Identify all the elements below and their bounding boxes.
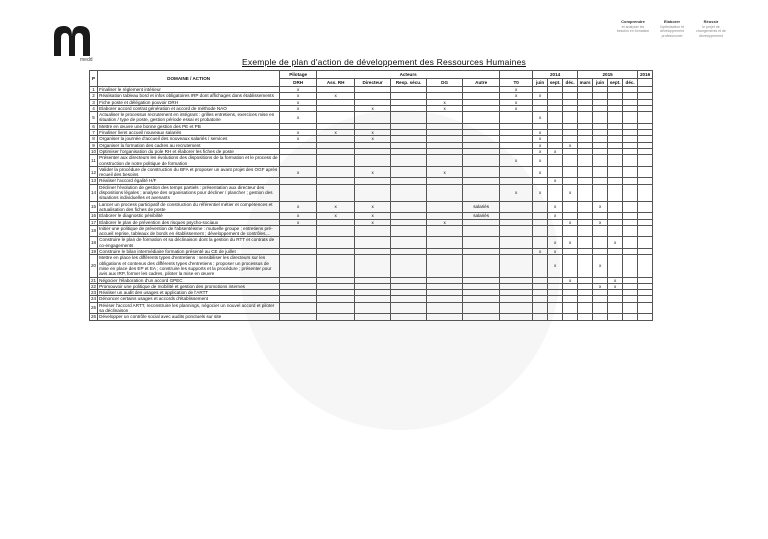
mark-cell [355,184,391,201]
mark-cell [623,255,638,277]
sub-header-cell: sept. [608,79,623,87]
mark-cell [638,201,653,213]
mark-cell [548,166,563,178]
mark-cell [578,166,593,178]
mark-cell [427,314,463,320]
action-plan-table [89,70,653,321]
mark-cell [608,225,623,237]
action-text: Promouvoir une politique de mobilité et gestion des promotions internes [98,283,280,289]
mark-cell: x [500,87,533,93]
row-number: 9 [90,142,98,148]
mark-cell [280,237,317,249]
mark-cell [500,201,533,213]
action-text: Initier une politique de prévention de l'absentéisme : mutuelle groupe ; entretiens pré-accueil reprise, tableaux de bords en établissement ; développement de contrôles,... [98,225,280,237]
mark-cell [500,225,533,237]
mark-cell [391,255,427,277]
mark-cell: x [355,219,391,225]
row-number: 13 [91,178,97,184]
sub-header-cell: mars [578,79,593,87]
mark-cell: x [427,166,463,178]
table-row [90,225,653,237]
mark-cell [578,112,593,124]
action-text: Elaborer le plan de prévention des risques psycho-sociaux [98,219,280,225]
mark-cell [280,184,317,201]
mark-cell: x [563,184,578,201]
row-number: 4 [90,105,98,111]
mark-cell: x [533,148,548,154]
mark-cell [548,184,563,201]
row-number: 14 [90,184,98,201]
mark-cell [500,255,533,277]
mark-cell: x [355,136,391,142]
mark-cell [500,237,533,249]
mark-cell [280,155,317,167]
mark-cell [391,201,427,213]
sub-header-cell: DG [427,79,463,87]
sub-header-cell: déc. [563,79,578,87]
mark-cell [463,112,500,124]
row-number: 26 [91,314,97,320]
mark-cell [548,302,563,314]
mark-cell: x [500,105,533,111]
mark-cell [391,302,427,314]
mark-cell [355,155,391,167]
action-text: Elaborer accord contrat génération et accord de méthode NAO [98,105,280,111]
mark-cell [608,155,623,167]
mark-cell [578,184,593,201]
row-number: 18 [90,225,98,237]
logo-text: medd [80,57,93,63]
action-text: Mettre en place les différents types d'entretiens : sensibiliser les directeurs sur les obligations et contenus des différents types d'entretiens ; proposer un processus de mise en place des EP et EA ; construire les supports et la procédure ; présenter pour avis aux IRP, former les cadres, piloter la mise en œuvre [98,255,280,277]
row-number: 6 [90,123,98,129]
action-text: Construire le bilan intermédiaire formation présenté au CE de juillet [98,249,280,255]
mark-cell [427,201,463,213]
action-text: Décliner l'évolution de gestion des temps partiels : présentation aux directeur des dispositions légales ; analyse des organisations pour décliner / plancher ; gestion des situations individuelles et avenants [98,184,280,201]
mark-cell: salariés [463,213,500,219]
mark-cell: x [533,166,548,178]
mark-cell [463,302,500,314]
action-text: Construire le plan de formation et sa déclinaison dont la gestion du RTT et contrats de co-engagements [98,237,280,249]
mark-cell: x [548,178,563,184]
header-col-title: Comprendre [621,19,645,24]
mark-cell: x [280,136,317,142]
mark-cell [317,302,355,314]
mark-cell: x [427,219,463,225]
mark-cell [317,314,355,320]
mark-cell: x [280,93,317,99]
action-text: Fiche poste et délégation pouvoir DRH [98,99,280,105]
col-header-2016: 2016 [638,71,653,79]
mark-cell [427,155,463,167]
mark-cell [280,225,317,237]
sub-header-cell: juin [533,79,548,87]
mark-cell [578,314,593,320]
action-text: Lancer un process participatif de construction du référentiel métier et compétences et actualisation des fiches de poste [98,201,280,213]
mark-cell [578,225,593,237]
mark-cell [548,314,563,320]
mark-cell [463,184,500,201]
mark-cell: x [548,201,563,213]
row-number: 21 [91,277,97,283]
col-header-2014: 2014 [533,71,578,79]
mark-cell: x [608,283,623,289]
mark-cell [463,225,500,237]
action-text: Optimiser l'organisation du pole RH et élaborer les fiches de poste [98,148,280,154]
mark-cell: x [355,201,391,213]
mark-cell [355,237,391,249]
mark-cell [280,314,317,320]
mark-cell [623,237,638,249]
mark-cell [533,314,548,320]
mark-cell [355,255,391,277]
mark-cell: x [608,277,623,283]
row-number: 7 [90,130,98,136]
mark-cell [391,155,427,167]
header-columns [616,20,728,38]
header-col-title: Elaborer [663,19,681,24]
mark-cell: x [280,201,317,213]
mark-cell [391,237,427,249]
header-col-sub: l'optimisation et développement professionnel [659,24,684,38]
mark-cell [355,302,391,314]
action-text: Développer un contrôle social avec audits ponctuels sur site [98,314,280,320]
mark-cell [608,201,623,213]
mark-cell [578,302,593,314]
mark-cell [638,302,653,314]
row-number: 1 [90,87,98,93]
mark-cell: x [548,148,563,154]
mark-cell [500,166,533,178]
action-text: Finaliser le règlement intérieur [98,87,280,93]
mark-cell: x [280,219,317,225]
col-header-blank [500,71,533,79]
mark-cell: x [533,112,548,124]
mark-cell: x [548,213,563,219]
col-header-domain: DOMAINE / ACTION [98,71,280,87]
mark-cell: x [280,99,317,105]
mark-cell: x [317,93,355,99]
mark-cell: x [317,130,355,136]
mark-cell [578,155,593,167]
row-number: 12 [90,166,98,178]
table-row [90,219,653,225]
mark-cell [317,225,355,237]
mark-cell [578,201,593,213]
mark-cell [638,255,653,277]
mark-cell [563,302,578,314]
action-text: Réviser l'accord ARTT, reconstruire les plannings, négocier un nouvel accord et piloter sa déclinaison [98,302,280,314]
table-row [90,314,653,320]
table-row [90,201,653,213]
mark-cell [500,112,533,124]
header-col-title: Réussir [703,19,719,24]
row-number: 18 [90,237,98,249]
header-col-2 [655,20,689,38]
mark-cell [623,184,638,201]
mark-cell [463,155,500,167]
row-number: 24 [91,296,97,302]
mark-cell [638,155,653,167]
mark-cell [427,184,463,201]
mark-cell [563,166,578,178]
mark-cell [427,255,463,277]
mark-cell [533,201,548,213]
table-row [90,237,653,249]
mark-cell [593,302,608,314]
mark-cell [463,314,500,320]
col-header-pilotage: Pilotage [280,71,317,79]
mark-cell: salariés [463,201,500,213]
mark-cell [608,166,623,178]
sub-header-cell: Autre [463,79,500,87]
mark-cell [563,314,578,320]
mark-cell [593,314,608,320]
mark-cell [638,166,653,178]
mark-cell [563,201,578,213]
mark-cell [280,302,317,314]
row-number: 20 [90,255,98,277]
mark-cell: x [427,99,463,105]
mark-cell [623,201,638,213]
mark-cell [593,155,608,167]
mark-cell [638,225,653,237]
mark-cell: x [355,166,391,178]
mark-cell [578,237,593,249]
mark-cell [623,314,638,320]
row-number: 5 [90,112,98,124]
medd-logo [50,22,94,58]
row-number: 15 [90,201,98,213]
mark-cell [608,314,623,320]
sub-header-cell: Directeur [355,79,391,87]
mark-cell [608,302,623,314]
mark-cell: x [533,155,548,167]
mark-cell [608,112,623,124]
action-text: Valider la procédure de construction du BFA et proposer un avant projet des OGF après recueil des besoins [98,166,280,178]
mark-cell: x [500,155,533,167]
mark-cell: x [533,130,548,136]
mark-cell [533,237,548,249]
header-col-sub: et analyser les besoins en formation [616,24,650,33]
table-row [90,302,653,314]
mark-cell [623,166,638,178]
mark-cell [463,237,500,249]
mark-cell [548,112,563,124]
mark-cell [317,112,355,124]
mark-cell [533,225,548,237]
mark-cell: x [533,249,548,255]
action-text: Réaliser un audit des usages et application de l'ARTT [98,290,280,296]
mark-cell: x [548,237,563,249]
mark-cell [533,302,548,314]
mark-cell [317,184,355,201]
sub-header-cell: sept. [548,79,563,87]
row-number: 11 [90,155,98,167]
row-number: 25 [90,302,98,314]
mark-cell [500,314,533,320]
mark-cell: x [593,255,608,277]
mark-cell [427,302,463,314]
mark-cell [463,166,500,178]
mark-cell: x [533,142,548,148]
sub-header-cell [638,79,653,87]
mark-cell [638,112,653,124]
row-number: 2 [90,93,98,99]
mark-cell [593,112,608,124]
mark-cell [355,112,391,124]
mark-cell [638,184,653,201]
table-row [90,184,653,201]
mark-cell [391,184,427,201]
sub-header-cell: juin [593,79,608,87]
mark-cell [317,166,355,178]
mark-cell [317,155,355,167]
mark-cell [623,155,638,167]
action-text: Négocier l'élaboration d'un accord GPEC [98,277,280,283]
mark-cell: x [608,237,623,249]
mark-cell [638,237,653,249]
mark-cell: x [500,99,533,105]
mark-cell: x [317,213,355,219]
mark-cell [593,225,608,237]
mark-cell: x [533,136,548,142]
action-text: Réaliser l'accord égalité H/F [98,178,280,184]
table-row [90,166,653,178]
action-text: Présenter aux directeurs les évolutions des dispositions de la formation et le process de construction de notre politique de formation [99,155,278,166]
mark-cell: x [563,237,578,249]
mark-cell [563,155,578,167]
row-number: 22 [91,283,97,289]
mark-cell: x [280,87,317,93]
mark-cell: x [317,201,355,213]
mark-cell: x [427,105,463,111]
mark-cell [427,237,463,249]
mark-cell: x [593,283,608,289]
mark-cell: x [548,255,563,277]
table-row [90,255,653,277]
mark-cell: x [280,112,317,124]
action-text: Actualiser le processus recrutement en intégrant : grilles entretiens, exercices mise en situation / type de poste, gestion période essai et probatoire [98,112,280,124]
mark-cell [623,225,638,237]
row-number: 16 [91,213,97,219]
mark-cell: x [280,213,317,219]
mark-cell [391,314,427,320]
sub-header-cell: déc. [623,79,638,87]
mark-cell [280,255,317,277]
mark-cell: x [593,201,608,213]
mark-cell [608,255,623,277]
col-header-2015: 2015 [578,71,638,79]
mark-cell [563,225,578,237]
table-row [90,112,653,124]
table-body [90,87,653,321]
mark-cell [463,255,500,277]
mark-cell [623,112,638,124]
mark-cell: x [533,184,548,201]
mark-cell: x [280,166,317,178]
row-number: 10 [91,148,97,154]
mark-cell [355,225,391,237]
mark-cell [317,237,355,249]
action-text: Finaliser livret accueil nouveaux salariés [98,130,280,136]
sub-header-cell: Resp. sécu. [391,79,427,87]
sub-header-cell: Ass. RH [317,79,355,87]
row-number: 8 [90,136,98,142]
mark-cell: x [593,219,608,225]
mark-cell [500,302,533,314]
sub-header-cell: T0 [500,79,533,87]
mark-cell [593,184,608,201]
sub-header-cell: DRH [280,79,317,87]
action-text: Dénoncer certains usages et accords d'établissement [98,296,280,302]
mark-cell [427,225,463,237]
header-col-sub: le projet de changements et de développement [696,24,726,38]
mark-cell: x [280,130,317,136]
mark-cell [533,255,548,277]
row-number: 3 [90,99,98,105]
action-text: Organiser la formation des cadres au recrutement [98,142,280,148]
mark-cell [548,225,563,237]
mark-cell: x [500,93,533,99]
action-text: Organiser la journée d'accueil des nouveaux salariés / services [98,136,280,142]
mark-cell: x [563,219,578,225]
mark-cell [638,314,653,320]
header-col-3 [694,20,728,38]
mark-cell [623,302,638,314]
action-text: Mettre en œuvre une bonne gestion des PE et PB [98,123,280,129]
mark-cell [593,166,608,178]
action-text: Réalisation tableau bord et infos obligatoires IRP dont affichages dans établissements [98,93,280,99]
mark-cell [608,184,623,201]
mark-cell: x [355,130,391,136]
mark-cell [427,112,463,124]
mark-cell: x [500,184,533,201]
header-col-1 [616,20,650,38]
mark-cell [563,255,578,277]
action-text: Elaborer le diagnostic pénibilité [98,213,280,219]
mark-cell [548,155,563,167]
col-header-p: P [90,71,98,87]
table-row [90,155,653,167]
mark-cell [317,255,355,277]
row-number: 17 [91,219,97,225]
mark-cell: x [563,142,578,148]
mark-cell: x [280,105,317,111]
mark-cell [593,237,608,249]
mark-cell [578,255,593,277]
mark-cell [391,112,427,124]
mark-cell [355,314,391,320]
mark-cell: x [355,105,391,111]
mark-cell: x [533,93,548,99]
mark-cell: x [563,277,578,283]
row-number: 23 [91,290,97,296]
mark-cell [563,112,578,124]
mark-cell: x [548,249,563,255]
row-number: 19 [91,249,97,255]
mark-cell [391,166,427,178]
mark-cell [391,225,427,237]
page-title: Exemple de plan d'action de développement des Ressources Humaines [242,57,526,67]
mark-cell: x [355,213,391,219]
col-header-acteurs: Acteurs [317,71,500,79]
